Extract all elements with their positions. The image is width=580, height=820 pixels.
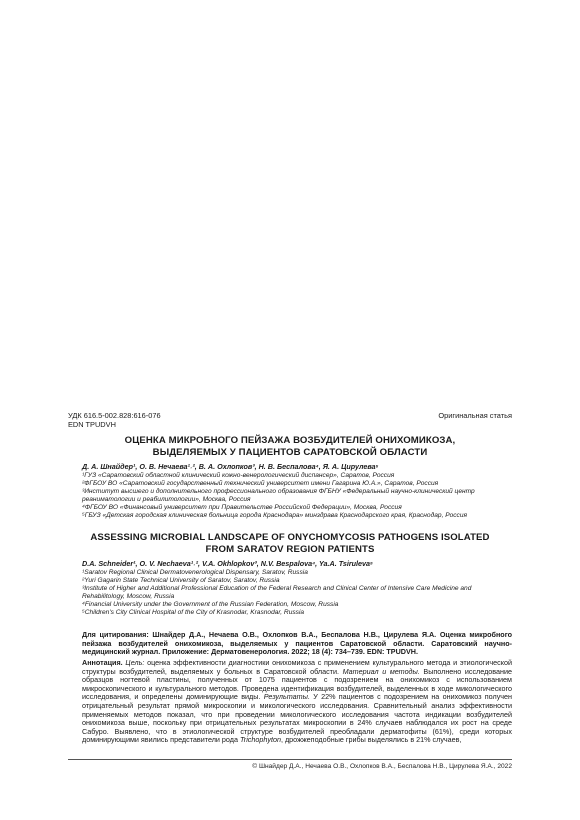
ru-affiliation-3: ³Институт высшего и дополнительного профессионального образования ФГБНУ «Федеральный научно-клинический центр реаниматологии и реабилитологии», Москва, Россия bbox=[82, 487, 475, 503]
en-affiliation-2: ²Yuri Gagarin State Technical University of Saratov, Saratov, Russia bbox=[82, 576, 280, 584]
ru-affiliation-5: ⁵ГБУЗ «Детская городская клиническая больница города Краснодара» минздрава Краснодарского края, Краснодар, Россия bbox=[82, 511, 468, 519]
ru-authors: Д. А. Шнайдер¹, О. В. Нечаева¹˒², В. А. Охлопков³, Н. В. Беспалова⁴, Я. А. Цирулева⁵ bbox=[82, 462, 379, 471]
abstract-genus: Trichophyton bbox=[239, 735, 281, 745]
abstract-goal-text: оценка эффективности диагностики онихомикоза с применением культурального метода и этиологической структуры возбудителей, выделяемых у больных в Саратовской области. bbox=[82, 658, 513, 676]
ru-affiliation-1: ¹ГУЗ «Саратовский областной клинический кожно-венерологический диспансер», Саратов, Россия bbox=[82, 472, 395, 479]
citation: Для цитирования: Шнайдер Д.А., Нечаева О.В., Охлопков В.А., Беспалова Н.В., Цирулева Я.А. Оценка микробного пейзажа возбудителей онихомикоза, выделяемых у пациентов Саратовской области. Саратовский научно-медицинский журнал. Приложение: Дерматовенерология. 2022; 18 (4): 734–739. EDN: TPUDVH. bbox=[82, 630, 512, 657]
copyright: © Шнайдер Д.А., Нечаева О.В., Охлопков В.А., Беспалова Н.В., Цирулева Я.А., 2022 bbox=[252, 763, 512, 770]
abstract-goal-label: Цель: bbox=[125, 658, 145, 667]
ru-title-line1: ОЦЕНКА МИКРОБНОГО ПЕЙЗАЖА ВОЗБУДИТЕЛЕЙ ОНИХОМИКОЗА, bbox=[124, 435, 456, 446]
abstract-methods-text: Выполнено исследование образцов ногтевой пластины, полученных от 1075 пациентов с подозрением на онихомикоз с использованием микроскопического и культурального методов. Проведена идентификация возбудителей, выделенных в ходе микологического исследования, и определены доминирующие виды. bbox=[82, 666, 512, 702]
abstract-results-text-2: , дрожжеподобные грибы выделялись в 21% случаев, bbox=[280, 735, 462, 745]
abstract-results-label: Результаты. bbox=[263, 692, 310, 702]
en-title-line2: FROM SARATOV REGION PATIENTS bbox=[205, 543, 375, 555]
en-affiliation-4: ⁴Financial University under the Government of the Russian Federation, Moscow, Russia bbox=[82, 600, 339, 608]
en-title bbox=[68, 532, 512, 555]
en-authors: D.A. Schneider¹, O. V. Nechaeva¹˒², V.A. Okhlopkov³, N.V. Bespalova⁴, Ya.A. Tsiruleva⁵ bbox=[82, 559, 373, 568]
en-affiliation-1: ¹Saratov Regional Clinical Dermatovenerological Dispensary, Saratov, Russia bbox=[82, 569, 308, 576]
ru-affiliations bbox=[82, 472, 512, 519]
en-affiliation-5: ⁵Children's City Clinical Hospital of the City of Krasnodar, Krasnodar, Russia bbox=[82, 608, 305, 616]
abstract-lead: Аннотация. bbox=[82, 658, 123, 667]
en-affiliation-3: ³Institute of Higher and Additional Professional Education of the Federal Research and Clinical Center of Intensive Care Medicine and Rehabilitology, Moscow, Russia bbox=[82, 584, 472, 600]
abstract-methods-label: Материал и методы. bbox=[342, 666, 420, 676]
footer-rule bbox=[68, 759, 512, 760]
abstract-results-text-1: У 22% пациентов с подозрением на онихомикоз получен отрицательный результат прямой микроскопии и микологического исследования. Сравнительный анализ эффективности применяемых методов показал, что при проведении микологического исследования частота индикации возбудителей онихомикоза выше, поскольку при отрицательных результатах микроскопии в 24% случаев наблюдался их рост на среде Сабуро. Выявлено, что в этиологической структуре возбудителей преобладали дерматофиты (61%), среди которых доминирующими явились представители рода bbox=[82, 692, 513, 745]
udk-code: УДК 616.5-002.828:616-076 bbox=[68, 411, 161, 420]
ru-affiliation-2: ²ФГБОУ ВО «Саратовский государственный технический университет имени Гагарина Ю.А.», Саратов, Россия bbox=[82, 479, 439, 487]
en-title-line1: ASSESSING MICROBIAL LANDSCAPE OF ONYCHOMYCOSIS PATHOGENS ISOLATED bbox=[90, 532, 490, 543]
article-type: Оригинальная статья bbox=[438, 411, 512, 420]
en-affiliations bbox=[82, 569, 512, 616]
abstract bbox=[82, 659, 512, 745]
ru-title bbox=[68, 435, 512, 458]
ru-affiliation-4: ⁴ФГБОУ ВО «Финансовый университет при Правительстве Российской Федерации», Москва, Россия bbox=[82, 503, 402, 511]
edn-code: EDN TPUDVH bbox=[68, 420, 116, 429]
ru-title-line2: ВЫДЕЛЯЕМЫХ У ПАЦИЕНТОВ САРАТОВСКОЙ ОБЛАСТИ bbox=[152, 446, 428, 458]
